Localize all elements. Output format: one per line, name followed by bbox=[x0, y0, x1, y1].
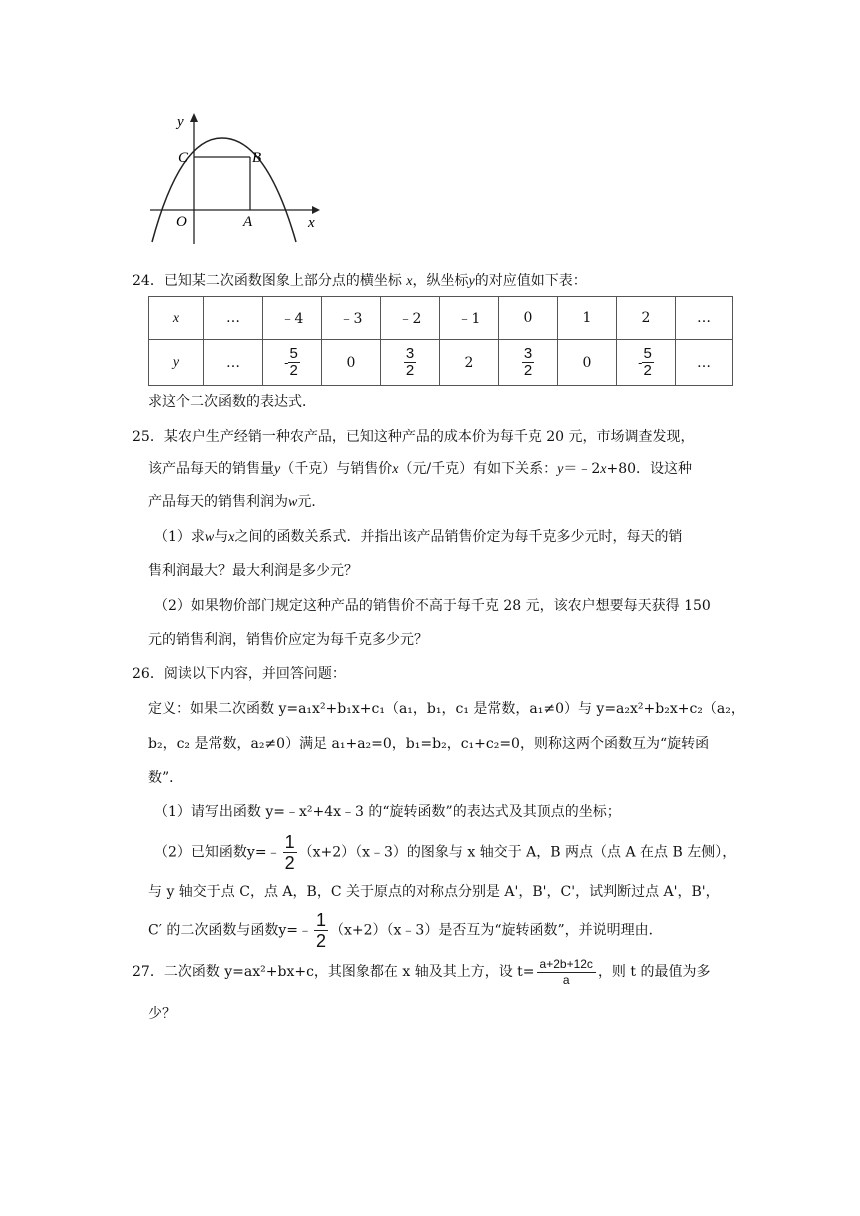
point-C-label: C bbox=[178, 150, 189, 166]
fraction-one-half: $\frac{1}{2}$ bbox=[284, 832, 295, 873]
table-cell bbox=[263, 340, 322, 386]
table-cell: 1 bbox=[558, 297, 617, 340]
q26-part2-line-3: C′ 的二次函数与函数y=﹣ $\frac{1}{2}$ （x+2）（x﹣3）是否互为“旋转函数”，并说明理由． bbox=[148, 910, 663, 951]
fraction: $\frac{3}{2}$ bbox=[405, 345, 415, 379]
table-cell: … bbox=[204, 297, 263, 340]
x-axis-arrow bbox=[312, 206, 320, 214]
table-row-x bbox=[149, 297, 733, 340]
q24-ask: 求这个二次函数的表达式． bbox=[148, 394, 316, 410]
table-cell bbox=[499, 340, 558, 386]
table-cell: … bbox=[676, 340, 733, 386]
table-cell: 2 bbox=[617, 297, 676, 340]
fraction-t: $\frac{a+2b+12c}{a}$ bbox=[537, 957, 596, 988]
table-cell bbox=[617, 340, 676, 386]
y-axis-label: y bbox=[177, 114, 184, 130]
q24-value-table bbox=[148, 296, 733, 386]
point-A-label: A bbox=[243, 214, 253, 230]
table-cell bbox=[381, 340, 440, 386]
point-B-label: B bbox=[252, 150, 262, 166]
table-cell: 2 bbox=[440, 340, 499, 386]
table-cell: ﹣2 bbox=[381, 297, 440, 340]
minus-sign: - bbox=[284, 355, 289, 370]
table-cell: ﹣4 bbox=[263, 297, 322, 340]
point-O-label: O bbox=[176, 214, 187, 230]
table-cell: ﹣3 bbox=[322, 297, 381, 340]
q24-stem: 24．已知某二次函数图象上部分点的横坐标 x，纵坐标y的对应值如下表： bbox=[132, 273, 587, 289]
q25-part2-line-2: 元的销售利润，销售价应定为每千克多少元？ bbox=[148, 632, 428, 648]
q26-definition-line-1: 定义：如果二次函数 y=a₁x²+b₁x+c₁（a₁，b₁，c₁ 是常数，a₁≠0）与 y=a₂x²+b₂x+c₂（a₂， bbox=[148, 701, 745, 717]
table-cell: 0 bbox=[499, 297, 558, 340]
table-cell: … bbox=[204, 340, 263, 386]
fraction: $\frac{3}{2}$ bbox=[523, 345, 533, 379]
q25-part1-line-1: （1）求w与x之间的函数关系式．并指出该产品销售价定为每千克多少元时，每天的销 bbox=[154, 529, 683, 545]
table-cell: … bbox=[676, 297, 733, 340]
q25-line-1: 25．某农户生产经销一种农产品，已知这种产品的成本价为每千克 20 元，市场调查发现， bbox=[132, 429, 695, 445]
minus-sign: - bbox=[638, 355, 643, 370]
q26-definition-line-2: b₂，c₂ 是常数，a₂≠0）满足 a₁+a₂=0，b₁=b₂，c₁+c₂=0，则称这两个函数互为“旋转函 bbox=[148, 736, 710, 752]
table-cell: ﹣1 bbox=[440, 297, 499, 340]
y-axis-arrow bbox=[190, 113, 198, 122]
q27-line-1: 27．二次函数 y=ax²+bx+c，其图象都在 x 轴及其上方，设 t= $\frac{a+2b+12c}{a}$ ，则 t 的最值为多 bbox=[132, 956, 711, 987]
table-cell: 0 bbox=[322, 340, 381, 386]
table-cell: 0 bbox=[558, 340, 617, 386]
x-axis-label: x bbox=[308, 215, 315, 231]
table-row-y bbox=[149, 340, 733, 386]
row-x-label: x bbox=[172, 310, 180, 326]
parabola-figure bbox=[140, 108, 330, 248]
q25-part2-line-1: （2）如果物价部门规定这种产品的销售价不高于每千克 28 元，该农户想要每天获得 150 bbox=[154, 598, 711, 614]
row-y-label: y bbox=[172, 355, 180, 370]
q25-part1-line-2: 售利润最大？最大利润是多少元？ bbox=[148, 563, 358, 579]
q25-line-3: 产品每天的销售利润为w元． bbox=[148, 494, 326, 510]
fraction: $\frac{5}{2}$ bbox=[289, 345, 298, 379]
q27-line-2: 少？ bbox=[148, 1006, 176, 1022]
fraction-one-half: $\frac{1}{2}$ bbox=[315, 910, 326, 951]
fraction: $\frac{5}{2}$ bbox=[643, 345, 652, 379]
q26-part2-line-1: （2）已知函数y=﹣ $\frac{1}{2}$ （x+2）（x﹣3）的图象与 x 轴交于 A，B 两点（点 A 在点 B 左侧）， bbox=[154, 832, 737, 873]
parabola-curve bbox=[152, 138, 296, 242]
q25-line-2: 该产品每天的销售量y（千克）与销售价x（元/千克）有如下关系：y＝﹣2x+80．设这种 bbox=[148, 461, 693, 477]
q26-part1: （1）请写出函数 y=﹣x²+4x﹣3 的“旋转函数”的表达式及其顶点的坐标； bbox=[154, 804, 621, 820]
q26-intro: 26．阅读以下内容，并回答问题： bbox=[132, 666, 346, 682]
q26-part2-line-2: 与 y 轴交于点 C，点 A，B，C 关于原点的对称点分别是 A'，B'，C'，试判断过点 A'，B'， bbox=[148, 884, 720, 900]
q26-definition-line-3: 数”． bbox=[148, 770, 184, 786]
